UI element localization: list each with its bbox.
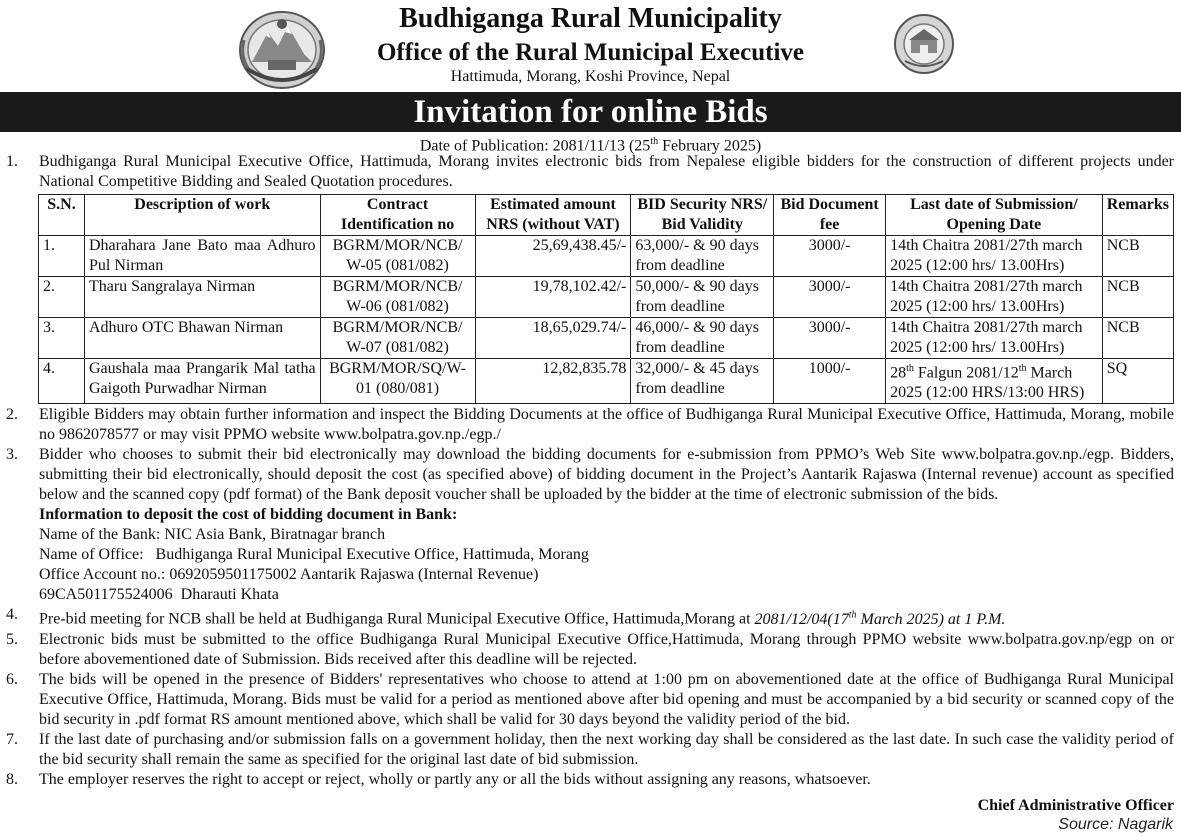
cell-description: Adhuro OTC Bhawan Nirman xyxy=(84,318,320,359)
cell-sn: 1. xyxy=(39,236,85,277)
page-title: Invitation for online Bids xyxy=(0,92,1181,132)
clause-number: 8. xyxy=(6,770,18,788)
clause-number: 1. xyxy=(6,153,18,170)
clause-number: 7. xyxy=(6,730,18,748)
cell-sn: 2. xyxy=(39,277,85,318)
municipality-title: Budhiganga Rural Municipality xyxy=(399,3,782,34)
table-header-row xyxy=(39,195,1174,236)
office-account: Office Account no.: 0692059501175002 Aantarik Rajaswa (Internal Revenue) xyxy=(39,566,539,584)
cell-date: 14th Chaitra 2081/27th march 2025 (12:00 hrs/ 13.00Hrs) xyxy=(886,236,1103,277)
clause-7 xyxy=(6,730,1174,770)
header-document-fee: Bid Document fee xyxy=(774,195,886,236)
cell-contract-id: BGRM/MOR/SQ/W-01 (080/081) xyxy=(320,359,475,404)
clause-text: Pre-bid meeting for NCB shall be held at Budhiganga Rural Municipal Executive Office, Hattimuda,Morang at xyxy=(39,610,755,628)
clause-6 xyxy=(6,670,1174,730)
clause-number: 5. xyxy=(6,630,18,648)
cell-amount: 18,65,029.74/- xyxy=(475,318,631,359)
table-row xyxy=(39,236,1174,277)
cell-contract-id: BGRM/MOR/NCB/ W-07 (081/082) xyxy=(320,318,475,359)
cell-fee: 3000/- xyxy=(774,277,886,318)
cell-contract-id: BGRM/MOR/NCB/ W-06 (081/082) xyxy=(320,277,475,318)
cell-description: Dharahara Jane Bato maa Adhuro Pul Nirman xyxy=(84,236,320,277)
cell-security: 32,000/- & 45 days from deadline xyxy=(631,359,774,404)
clause-number: 2. xyxy=(6,406,18,424)
cell-security: 46,000/- & 90 days from deadline xyxy=(631,318,774,359)
table-row xyxy=(39,277,1174,318)
header-description: Description of work xyxy=(84,195,320,236)
cell-remarks: NCB xyxy=(1102,236,1173,277)
cell-date: 28th Falgun 2081/12th March 2025 (12:00 HRS/13:00 HRS) xyxy=(886,359,1103,404)
cell-security: 63,000/- & 90 days from deadline xyxy=(631,236,774,277)
table-row xyxy=(39,359,1174,404)
cell-remarks: SQ xyxy=(1102,359,1173,404)
prebid-date: 2081/12/04(17th March 2025) at 1 P.M. xyxy=(754,609,1006,628)
bank-name: Name of the Bank: NIC Asia Bank, Biratnagar branch xyxy=(39,526,386,544)
cell-amount: 19,78,102.42/- xyxy=(475,277,631,318)
cell-fee: 3000/- xyxy=(774,318,886,359)
clause-2 xyxy=(6,405,1174,445)
cell-date: 14th Chaitra 2081/27th march 2025 (12:00 hrs/ 13.00Hrs) xyxy=(886,318,1103,359)
office-subtitle: Office of the Rural Municipal Executive xyxy=(376,39,804,66)
office-address: Hattimuda, Morang, Koshi Province, Nepal xyxy=(450,68,731,85)
cell-fee: 3000/- xyxy=(774,236,886,277)
cell-security: 50,000/- & 90 days from deadline xyxy=(631,277,774,318)
header-contract-id: Contract Identification no xyxy=(320,195,475,236)
cell-sn: 4. xyxy=(39,359,85,404)
table-row xyxy=(39,318,1174,359)
clause-text: The employer reserves the right to accept or reject, wholly or partly any or all the bids without assigning any reasons, whatsoever. xyxy=(39,770,871,788)
cell-remarks: NCB xyxy=(1102,318,1173,359)
cell-description: Tharu Sangralaya Nirman xyxy=(84,277,320,318)
header-sn: S.N. xyxy=(39,195,85,236)
source-credit: Source: Nagarik xyxy=(1058,816,1173,833)
publication-date: Date of Publication: 2081/11/13 (25th February 2025) xyxy=(419,136,762,155)
header-bid-security: BID Security NRS/ Bid Validity xyxy=(631,195,774,236)
clause-5 xyxy=(6,630,1174,670)
cell-fee: 1000/- xyxy=(774,359,886,404)
clause-text: Bidder who chooses to submit their bid electronically may download the bidding documents for e-submission from PPMO’s Web Site www.bolpatra.gov.np./egp. Bidders, submitting their bid electronically, should deposit the cost (as specified above) of bidding document in the Project’s Aantarik Rajaswa (Internal revenue) account as specified below and the scanned copy (pdf format) of the Bank deposit voucher shall be uploaded by the bidder at the time of electronic submission of the bids. xyxy=(39,446,1174,504)
header-remarks: Remarks xyxy=(1102,195,1173,236)
clause-number: 3. xyxy=(6,446,18,464)
cell-date: 14th Chaitra 2081/27th march 2025 (12:00 hrs/ 13.00Hrs) xyxy=(886,277,1103,318)
bank-info-heading: Information to deposit the cost of bidding document in Bank: xyxy=(39,506,458,524)
clause-4 xyxy=(6,605,1174,629)
clause-number: 4. xyxy=(6,606,18,624)
cell-remarks: NCB xyxy=(1102,277,1173,318)
clause-text: Electronic bids must be submitted to the office Budhiganga Rural Municipal Executive Office,Hattimuda, Morang through PPMO website www.bolpatra.gov.np/egp on or before abovementioned date of Submission. Bids received after this deadline will be rejected. xyxy=(39,630,1174,668)
cell-amount: 12,82,835.78 xyxy=(475,359,631,404)
clause-text: The bids will be opened in the presence of Bidders' representatives who choose to attend at 1:00 pm on abovementioned date at the office of Budhiganga Rural Municipal Executive Office, Hattimuda, Morang. Bids must be valid for a period as mentioned above after bid opening and must be accompanied by a bid security or scanned copy of the bid security in .pdf format RS amount mentioned above, which shall be valid for 30 days beyond the validity period of the bid. xyxy=(39,670,1174,728)
notice-header xyxy=(0,0,1181,92)
bids-table xyxy=(38,194,1174,404)
signature: Chief Administrative Officer xyxy=(977,796,1174,814)
clause-3 xyxy=(6,445,1174,505)
notice-body xyxy=(6,152,1174,816)
cell-contract-id: BGRM/MOR/NCB/ W-05 (081/082) xyxy=(320,236,475,277)
header-last-date: Last date of Submission/ Opening Date xyxy=(886,195,1103,236)
clause-1 xyxy=(6,152,1174,192)
header-estimated-amount: Estimated amount NRS (without VAT) xyxy=(475,195,631,236)
clause-number: 6. xyxy=(6,670,18,688)
dharauti-khata: 69CA501175524006 Dharauti Khata xyxy=(39,586,279,604)
office-name: Name of Office: Budhiganga Rural Municipal Executive Office, Hattimuda, Morang xyxy=(39,546,589,564)
clause-8 xyxy=(6,770,1174,790)
cell-amount: 25,69,438.45/- xyxy=(475,236,631,277)
clause-text: Budhiganga Rural Municipal Executive Office, Hattimuda, Morang invites electronic bids from Nepalese eligible bidders for the construction of different projects under National Competitive Bidding and Sealed Quotation procedures. xyxy=(39,153,1174,190)
clause-text: If the last date of purchasing and/or submission falls on a government holiday, then the next working day shall be considered as the last date. In such case the validity period of the bid security shall remain the same as specified for the original last date of bid submission. xyxy=(39,730,1174,768)
municipality-seal-icon xyxy=(893,13,955,75)
cell-sn: 3. xyxy=(39,318,85,359)
cell-description: Gaushala maa Prangarik Mal tatha Gaigoth Purwadhar Nirman xyxy=(84,359,320,404)
clause-text: Eligible Bidders may obtain further information and inspect the Bidding Documents at the office of Budhiganga Rural Municipal Executive Office, Hattimuda, Morang, mobile no 9862078577 or may visit PPMO website www.bolpatra.gov.np./egp./ xyxy=(39,406,1174,444)
